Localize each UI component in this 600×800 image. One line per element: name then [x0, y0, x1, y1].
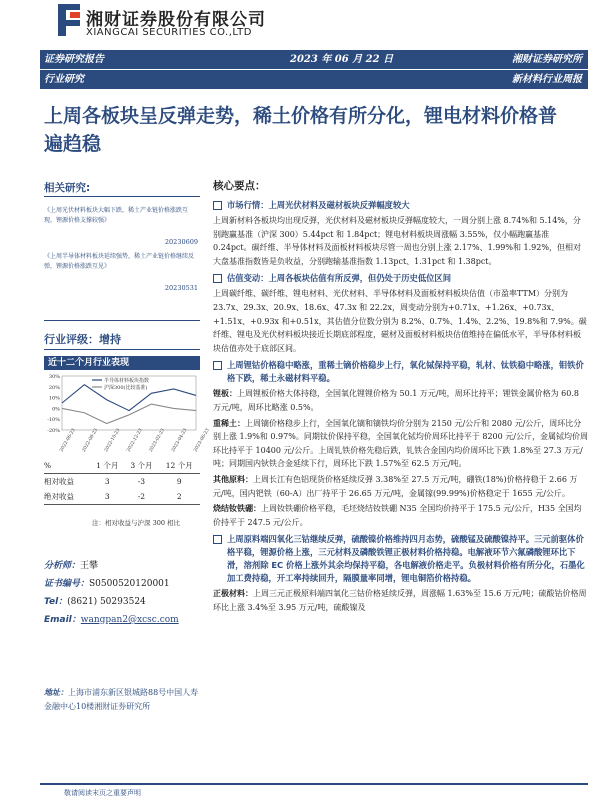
- divider: [44, 320, 200, 321]
- table-row: [44, 474, 200, 490]
- y-tick-label: -20%: [47, 428, 60, 434]
- chart-heading: 近十二个月行业表现: [44, 356, 200, 370]
- section-heading-text: 市场行情：上周光伏材料及磁材板块反弹幅度较大: [227, 200, 410, 210]
- paragraph-label: 烧结钕铁硼：: [213, 504, 261, 514]
- table-header-cell: %: [44, 458, 90, 474]
- section-heading-text: 上周原料端四氧化三钴继续反弹，硫酸镍价格维持四月态势，硫酸锰及硫酸镍持平。三元前驱体价格平稳，锂源价格上涨，三元材料及磷酸铁锂正极材料价格持稳。电解液环节六氟磷酸锂环比下滑，溶剂除 EC 价格上涨外其余均保持平稳，各电解液价格走平。负极材料价格有所分化，石墨化加工费持稳，开工率持续回升，隔膜量率同增，锂电铜箔价格持稳。: [227, 534, 585, 584]
- y-tick-label: -10%: [47, 417, 60, 424]
- paragraph-label: 锂板：: [213, 389, 237, 399]
- address-text: 上海市浦东新区银城路88号中国人寿金融中心10楼湘财证券研究所: [44, 688, 199, 711]
- company-logo-icon: [58, 4, 80, 36]
- paragraph: [213, 502, 588, 529]
- paragraph-text: 上周钕铁硼价格平稳，毛坯烧结钕铁硼 N35 全国均价持平于 175.5 元/公斤，H35 全国均价持平于 247.5 元/公斤。: [213, 504, 582, 527]
- y-tick-label: 0%: [52, 406, 60, 413]
- core-points-column: [213, 178, 588, 616]
- header-bar-bottom: [40, 70, 588, 89]
- divider: [44, 349, 200, 350]
- x-tick-label: 2022-10-23: [104, 428, 122, 453]
- email-link[interactable]: wangpan2@xcsc.com: [80, 615, 179, 625]
- tel-label: Tel：: [44, 597, 68, 607]
- paragraph: [213, 287, 588, 355]
- analyst-label: 分析师：: [44, 561, 81, 571]
- paragraph-text: 上周三元正极原料端四氧化三钴价格延续反弹，周涨幅 1.63%至 15.6 万元/吨；硫酸钴价格周环比上涨 3.4%至 3.95 万元/吨，硫酸镍及: [213, 589, 587, 612]
- table-cell: -2: [124, 489, 158, 505]
- paragraph-text: 上周新材料各板块均出现反弹，光伏材料及磁材板块反弹幅度较大，一周分别上涨 8.74%和 5.14%，分别跑赢基准（沪深 300）5.44pct 和 1.84pct；锂电材料板块周涨幅 3.55%，仅小幅跑赢基准 0.24pct。碳纤维、半导体材料及面板材料板块尽管一周也分别上涨 2.17%、1.99%和 1.92%，但相对大盘基准指数皆是负收益，分别跑输基准指数 1.13pct、1.31pct 和 1.38pct。: [213, 216, 581, 266]
- company-name-en: XIANGCAI SECURITIES CO.,LTD: [86, 27, 252, 38]
- table-header-cell: 12 个月: [158, 458, 200, 474]
- table-note: 注：相对收益与沪深 300 相比: [92, 519, 181, 527]
- table-header-cell: 3 个月: [124, 458, 158, 474]
- section-heading: [213, 199, 588, 212]
- legend-label: 半导体材料板块指数: [104, 378, 150, 384]
- x-tick-label: 2022-06-23: [59, 428, 77, 453]
- section-heading: [213, 359, 588, 385]
- analyst-name: 王攀: [80, 561, 99, 571]
- cert-label: 证书编号：: [44, 579, 90, 589]
- paragraph-label: 正极材料：: [213, 589, 253, 599]
- x-tick-label: 2023-02-23: [148, 428, 167, 453]
- paragraph: [213, 473, 588, 500]
- x-tick-label: 2023-06-23: [193, 428, 211, 453]
- company-name-cn: 湘财证券股份有限公司: [86, 10, 266, 30]
- paragraph-label: 重稀土：: [213, 418, 245, 428]
- table-cell: 9: [176, 477, 182, 486]
- table-row: [44, 489, 200, 505]
- footer-divider: [40, 783, 588, 785]
- performance-table: [44, 458, 200, 505]
- table-cell: 3: [104, 477, 110, 486]
- section-heading-text: 估值变动：上周各板块估值有所反弹，但仍处于历史低位区间: [227, 273, 452, 284]
- y-tick-label: 10%: [48, 395, 60, 402]
- related-item[interactable]: 《上周光伏材料板块大幅下跌，稀土产业链价格涨跌互现，锂源价格支撑较强》: [44, 207, 189, 224]
- x-tick-label: 2023-04-23: [171, 428, 189, 453]
- checkbox-square-icon: [213, 274, 222, 283]
- paragraph-text: 上周长江有色铝现货价格延续反弹 3.38%至 27.5 万元/吨，硼铁(18%)价格持稳于 2.66 万元/吨，国内钯铁（60-A）出厂持平于 26.65 万元/吨，金属镓(99.99%)价格稳定于 1655 元/公斤。: [213, 474, 578, 498]
- cert-line: [44, 576, 170, 589]
- related-research-heading: 相关研究:: [44, 182, 91, 194]
- y-tick-label: 30%: [48, 374, 60, 380]
- email-line: [44, 612, 179, 625]
- core-points-body: [213, 199, 588, 614]
- table-cell: 2: [158, 489, 200, 505]
- report-date: 2023 年 06 月 22 日: [290, 54, 394, 65]
- address-block: [44, 686, 206, 714]
- checkbox-square-icon: [213, 361, 222, 370]
- paragraph-text: 上周锂板价格大体持稳，全国氧化锂锂价格为 50.1 万元/吨，周环比持平；锂铁金属价格为 60.8 万元/吨，周环比略涨 0.5%。: [213, 389, 579, 412]
- section-heading-text: 上周锂钴价格稳中略涨，重稀土镝价格稳步上行，氧化铽保持平稳，轧材、钛铁稳中略涨，钼铁价格下跌，稀土永磁材料平稳。: [227, 360, 584, 384]
- table-cell: -3: [137, 477, 146, 486]
- legend-label: 沪深300(比较基准): [104, 385, 148, 391]
- series-line: [62, 404, 196, 423]
- related-item[interactable]: 《上周半导体材料板块延续强势，稀土产业链价格继续反弹，锂源价格涨跌互见》: [44, 253, 195, 270]
- cert-number: S0500520120001: [89, 579, 170, 589]
- paragraph: [213, 387, 588, 414]
- tel-number: (8621) 50293524: [67, 597, 146, 607]
- report-series: 新材料行业周报: [512, 74, 582, 85]
- section-heading: [213, 533, 588, 585]
- core-points-heading: 核心要点：: [213, 180, 266, 192]
- paragraph-label: 其他原料：: [213, 474, 253, 484]
- table-cell: 绝对收益: [44, 489, 90, 505]
- paragraph: [213, 587, 588, 614]
- table-cell: 相对收益: [44, 477, 74, 486]
- table-header-cell: 1 个月: [90, 458, 124, 474]
- x-tick-label: 2022-12-23: [126, 428, 144, 453]
- report-type: 证券研究报告: [44, 54, 104, 65]
- institute-name: 湘财证券研究所: [512, 54, 582, 65]
- header-bar-top: [40, 50, 588, 69]
- checkbox-square-icon: [213, 535, 222, 544]
- analyst-line: [44, 558, 98, 571]
- industry-rating: 行业评级：增持: [44, 333, 121, 346]
- table-header-row: [44, 458, 200, 474]
- paragraph-text: 上周碳纤维、碳纤维、锂电材料、光伏材料、半导体材料及面板材料板块估值（市盈率TTM）分别为 23.7x、29.3x、20.9x、18.6x、47.3x 和 22.2x，周变动分别为+0.71x、+1.26x、+0.73x、+1.51x、+0.93x 和+0.51x，其估值分位数分别为 8.2%、0.7%、1.4%、2.2%、19.8%和 7.9%。碳纤维、锂电及光伏材料板块接近长期底部程度，磁材及面板材料板块估值维持在偏低水平，半导体材料板块估值亦处于底部区间。: [213, 289, 587, 353]
- section-heading: [213, 272, 588, 285]
- paragraph-text: 上周镝价格稳步上行，全国氧化镝和镝铁均价分别为 2150 元/公斤和 2080 元/公斤，周环比分别上涨 1.9%和 0.97%。同期钛价保持平稳，全国氧化铽均价周环比持平于 8200 元/公斤，金属铽均价周环比持平于 10400 元/公斤。上周钆铁价格先稳后跌，钆铁合金国内均价周环比下跌 1.8%至 27.3 万元/吨；同期国内钬铁合金延续下行，周环比下跌 1.57%至 62.5 万元/吨。: [213, 418, 588, 469]
- tel-line: [44, 594, 146, 607]
- email-label: Email：: [44, 615, 81, 625]
- paragraph: [213, 214, 588, 268]
- y-tick-label: 20%: [48, 384, 60, 391]
- report-category: 行业研究: [44, 74, 84, 85]
- related-date: 20230531: [164, 284, 198, 292]
- paragraph: [213, 417, 588, 471]
- checkbox-square-icon: [213, 201, 222, 210]
- divider: [44, 196, 200, 197]
- address-label: 地址：: [44, 688, 68, 697]
- related-date: 20230609: [164, 238, 198, 246]
- industry-performance-chart: [44, 372, 211, 454]
- report-title: 上周各板块呈反弹走势，稀土价格有所分化，锂电材料价格普遍趋稳: [44, 105, 558, 155]
- x-tick-label: 2022-08-23: [81, 428, 100, 453]
- table-cell: 3: [90, 489, 124, 505]
- footer-disclaimer: 敬请阅读末页之重要声明: [64, 789, 141, 797]
